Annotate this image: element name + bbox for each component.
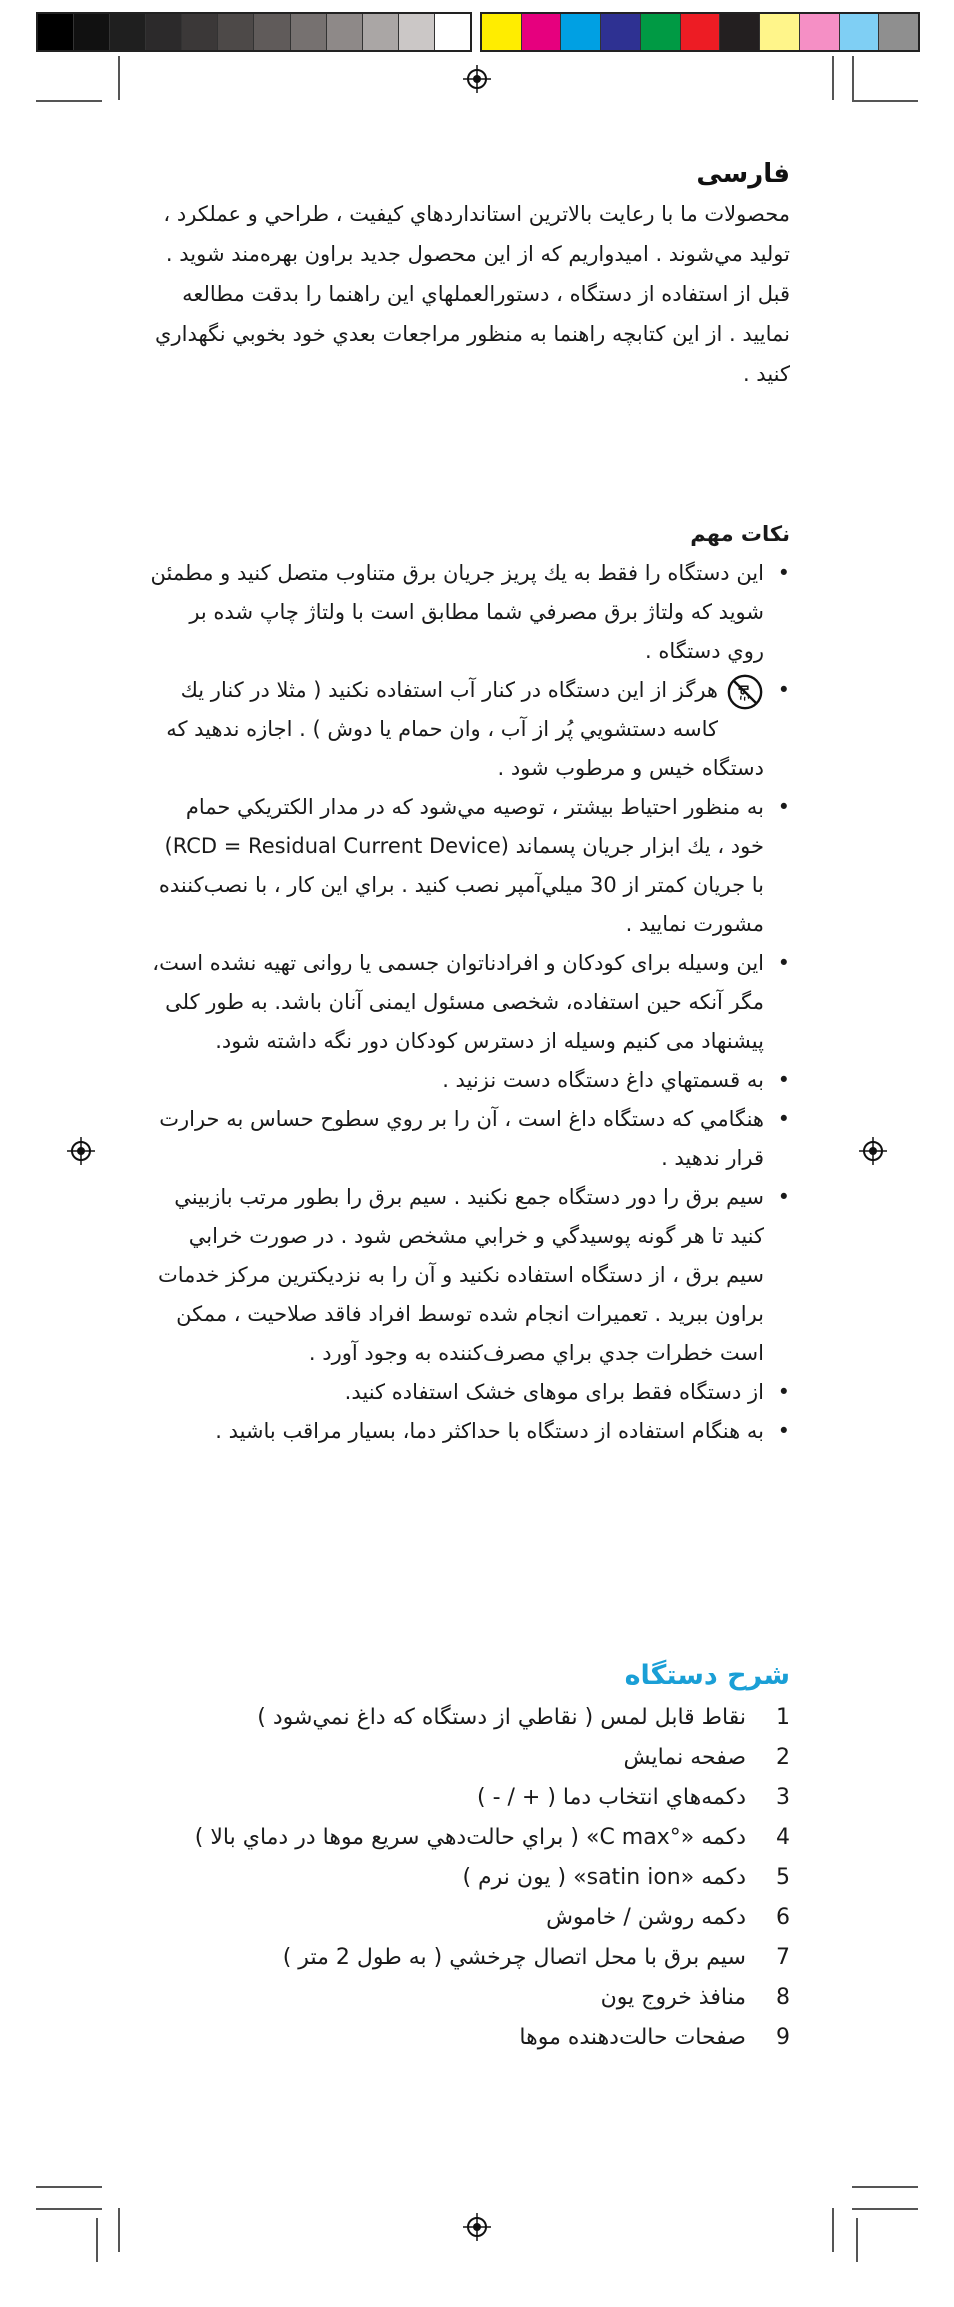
note-text: به قسمتهاي داغ دستگاه دست نزنيد . (442, 1068, 764, 1092)
color-swatch (840, 14, 880, 50)
bullet: • (777, 678, 790, 702)
item-number: 6 (776, 1905, 790, 1930)
bullet: • (777, 1419, 790, 1443)
item-text: صفحات حالت‌دهنده موها (519, 2025, 746, 2050)
note-text: اين وسيله برای کودکان و افرادناتوان جسمی يا روانی تهيه نشده است، مگر آنکه حين استفاده، شخصی مسئول ايمنی آنان باشد. به طور کلی پيشنهاد می کنيم وسيله از دسترس کودکان دور نگه داشته شود. (152, 951, 764, 1053)
grayscale-calibration-bar (36, 12, 472, 52)
crop-mark (36, 2208, 102, 2210)
crop-mark (852, 100, 918, 102)
crop-mark (852, 2208, 918, 2210)
item-text: دكمه «°C max» ( براي حالت‌دهي سريع موها در دماي بالا ) (194, 1825, 746, 1850)
bullet: • (777, 1107, 790, 1131)
list-item (150, 1373, 790, 1412)
no-water-icon (726, 673, 764, 711)
list-item (150, 1698, 790, 1738)
item-number: 7 (776, 1945, 790, 1970)
list-item (150, 1858, 790, 1898)
color-swatch (182, 14, 218, 50)
color-swatch (482, 14, 522, 50)
note-text: از دستگاه فقط برای موهای خشک استفاده کنيد. (344, 1380, 764, 1404)
list-item (150, 1178, 790, 1373)
item-text: دكمه‌هاي انتخاب دما ( + / - ) (477, 1785, 746, 1810)
registration-mark-icon (462, 2212, 492, 2242)
list-item (150, 554, 790, 671)
list-item (150, 2018, 790, 2058)
color-swatch (327, 14, 363, 50)
list-item (150, 1778, 790, 1818)
item-number: 5 (776, 1865, 790, 1890)
list-item (150, 1061, 790, 1100)
item-text: دكمه «satin ion» ( يون نرم ) (462, 1865, 746, 1890)
item-number: 8 (776, 1985, 790, 2010)
item-text: منافذ خروج يون (600, 1985, 746, 2010)
bullet: • (777, 951, 790, 975)
item-text: نقاط قابل لمس ( نقاطي از دستگاه كه داغ نمي‌شود ) (257, 1705, 746, 1730)
registration-mark-icon (66, 1136, 96, 1166)
color-swatch (800, 14, 840, 50)
list-item (150, 944, 790, 1061)
note-text: اين دستگاه را فقط به يك پريز جريان برق متناوب متصل كنيد و مطمئن شويد كه ولتاژ برق مصرفي شما مطابق است با ولتاژ چاپ شده بر روي دستگاه . (150, 561, 764, 663)
registration-mark-icon (858, 1136, 888, 1166)
description-title: شرح دستگاه (624, 1660, 790, 1691)
crop-mark (856, 2218, 858, 2262)
color-swatch (74, 14, 110, 50)
list-item (150, 1978, 790, 2018)
color-swatch (146, 14, 182, 50)
bullet: • (777, 795, 790, 819)
parts-list (150, 1698, 790, 2058)
crop-mark (118, 56, 120, 100)
list-item (150, 1412, 790, 1451)
intro-paragraph: محصولات ما با رعايت بالاترين استانداردهاي كيفيت ، طراحي و عملكرد ، توليد مي‌شوند . اميدواريم كه از اين محصول جديد براون بهره‌مند شويد . (163, 202, 790, 266)
crop-mark (832, 2208, 834, 2252)
crop-mark (852, 56, 854, 100)
color-swatch (435, 14, 470, 50)
list-item (150, 1938, 790, 1978)
intro-section (150, 154, 790, 394)
color-swatch (291, 14, 327, 50)
list-item (150, 1738, 790, 1778)
note-text: هرگز از اين دستگاه در كنار آب استفاده نكنيد ( مثلا در كنار يك كاسه دستشويي پُر از آب ، وان حمام يا دوش ) . اجازه ندهيد كه دستگاه خيس و مرطوب شود . (166, 678, 764, 780)
list-item (150, 788, 790, 944)
list-item (150, 1898, 790, 1938)
list-item (150, 671, 790, 788)
bullet: • (777, 561, 790, 585)
notes-title: نكات مهم (690, 522, 790, 546)
crop-mark (852, 2186, 918, 2188)
color-swatch (254, 14, 290, 50)
item-number: 9 (776, 2025, 790, 2050)
bullet: • (777, 1380, 790, 1404)
important-notes-section (150, 514, 790, 1451)
list-item (150, 1100, 790, 1178)
crop-mark (96, 2218, 98, 2262)
color-swatch (601, 14, 641, 50)
notes-list (150, 554, 790, 1451)
note-text: هنگامي كه دستگاه داغ است ، آن را بر روي سطوح حساس به حرارت قرار ندهيد . (159, 1107, 764, 1170)
note-text: به منظور احتياط بيشتر ، توصيه مي‌شود كه در مدار الكتريكي حمام خود ، يك ابزار جريان پسماند (RCD = Residual Current Device) با جريان كمتر از 30 ميلي‌آمپر نصب كنيد . براي اين كار ، با نصب‌كننده مشورت نماييد . (158, 795, 764, 936)
color-swatch (879, 14, 918, 50)
list-item (150, 1818, 790, 1858)
color-swatch (218, 14, 254, 50)
bullet: • (777, 1068, 790, 1092)
language-title: فارسی (696, 159, 790, 189)
color-swatch (363, 14, 399, 50)
item-text: سيم برق با محل اتصال چرخشي ( به طول 2 متر ) (282, 1945, 746, 1970)
color-swatch (641, 14, 681, 50)
note-text: به هنگام استفاده از دستگاه با حداكثر دما، بسيار مراقب باشيد . (215, 1419, 764, 1443)
crop-mark (832, 56, 834, 100)
color-swatch (110, 14, 146, 50)
crop-mark (36, 100, 102, 102)
item-number: 4 (776, 1825, 790, 1850)
crop-mark (118, 2208, 120, 2252)
item-number: 1 (776, 1705, 790, 1730)
color-swatch (38, 14, 74, 50)
item-number: 2 (776, 1745, 790, 1770)
note-text: سيم برق را دور دستگاه جمع نكنيد . سيم برق را بطور مرتب بازبيني كنيد تا هر گونه پوسيدگي و خرابي مشخص شود . در صورت خرابي سيم برق ، از دستگاه استفاده نكنيد و آن را به نزديكترين مركز خدمات براون ببريد . تعميرات انجام شده توسط افراد فاقد صلاحيت ، ممكن است خطرات جدي براي مصرف‌كننده به وجود آورد . (157, 1185, 764, 1365)
color-swatch (561, 14, 601, 50)
item-number: 3 (776, 1785, 790, 1810)
color-swatch (681, 14, 721, 50)
color-swatch (522, 14, 562, 50)
color-swatch (760, 14, 800, 50)
bullet: • (777, 1185, 790, 1209)
crop-mark (36, 2186, 102, 2188)
color-swatch (399, 14, 435, 50)
color-calibration-bar (480, 12, 920, 52)
item-text: صفحه نمايش (623, 1745, 746, 1770)
color-swatch (720, 14, 760, 50)
device-description-section (150, 1654, 790, 2058)
item-text: دكمه روشن / خاموش (546, 1905, 746, 1930)
registration-mark-icon (462, 64, 492, 94)
intro-paragraph: قبل از استفاده از دستگاه ، دستورالعملهاي اين راهنما را بدقت مطالعه نماييد . از اين كتابچه راهنما به منظور مراجعات بعدي خود بخوبي نگهداري كنيد . (155, 282, 790, 386)
